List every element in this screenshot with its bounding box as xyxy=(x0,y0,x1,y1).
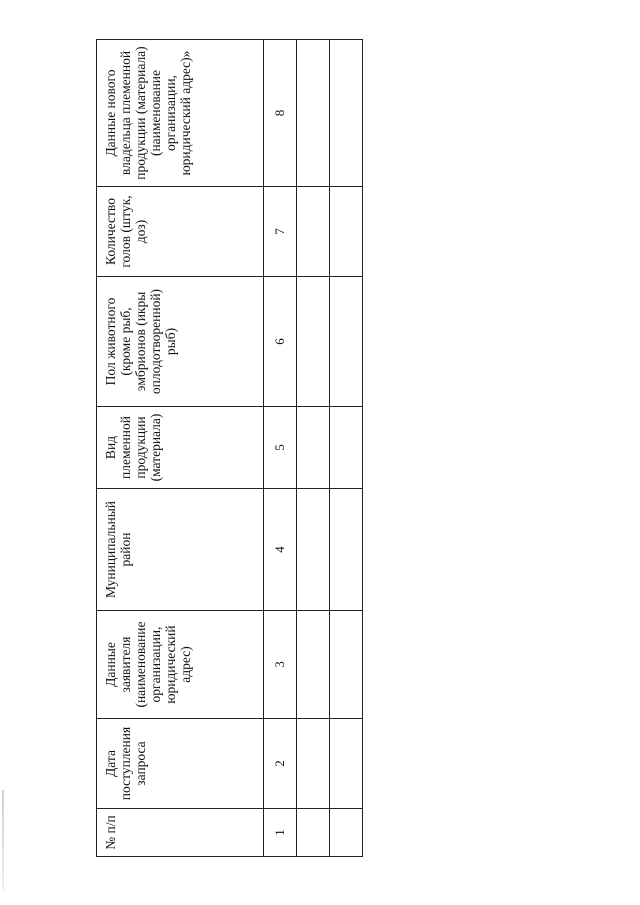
empty-cell xyxy=(297,489,330,611)
empty-cell xyxy=(330,277,363,407)
column-number-cell: 4 xyxy=(264,489,297,611)
empty-cell xyxy=(297,40,330,187)
empty-row xyxy=(297,40,330,857)
column-number-cell: 5 xyxy=(264,407,297,489)
empty-cell xyxy=(330,40,363,187)
header-cell-applicant: Данные заявителя (наименование организации, юридический адрес) xyxy=(97,611,264,719)
empty-cell xyxy=(297,809,330,857)
empty-row xyxy=(330,40,363,857)
header-cell-quantity: Количество голов (штук, доз) xyxy=(97,187,264,277)
column-number-cell: 3 xyxy=(264,611,297,719)
register-table xyxy=(96,39,363,857)
empty-cell xyxy=(330,407,363,489)
empty-cell xyxy=(297,611,330,719)
header-cell-product-type: Вид племенной продукции (материала) xyxy=(97,407,264,489)
header-cell-sex: Пол животного (кроме рыб, эмбрионов (икры оплодотворенной) рыб) xyxy=(97,277,264,407)
column-number-cell: 7 xyxy=(264,187,297,277)
column-number-cell: 8 xyxy=(264,40,297,187)
header-cell-date: Дата поступления запроса xyxy=(97,719,264,809)
header-row xyxy=(97,40,264,857)
empty-cell xyxy=(297,277,330,407)
column-number-cell: 2 xyxy=(264,719,297,809)
header-cell-district: Муниципальный район xyxy=(97,489,264,611)
column-number-cell: 6 xyxy=(264,277,297,407)
header-cell-new-owner: Данные нового владельца племенной продукции (материала) (наименование организации, юридический адрес)» xyxy=(97,40,264,187)
scan-edge-mark xyxy=(2,790,4,890)
column-number-cell: 1 xyxy=(264,809,297,857)
header-cell-number: № п/п xyxy=(97,809,264,857)
empty-cell xyxy=(297,407,330,489)
empty-cell xyxy=(330,611,363,719)
empty-cell xyxy=(330,809,363,857)
empty-cell xyxy=(330,187,363,277)
rotated-table-container xyxy=(96,40,353,857)
empty-cell xyxy=(297,187,330,277)
column-number-row xyxy=(264,40,297,857)
empty-cell xyxy=(297,719,330,809)
empty-cell xyxy=(330,489,363,611)
empty-cell xyxy=(330,719,363,809)
